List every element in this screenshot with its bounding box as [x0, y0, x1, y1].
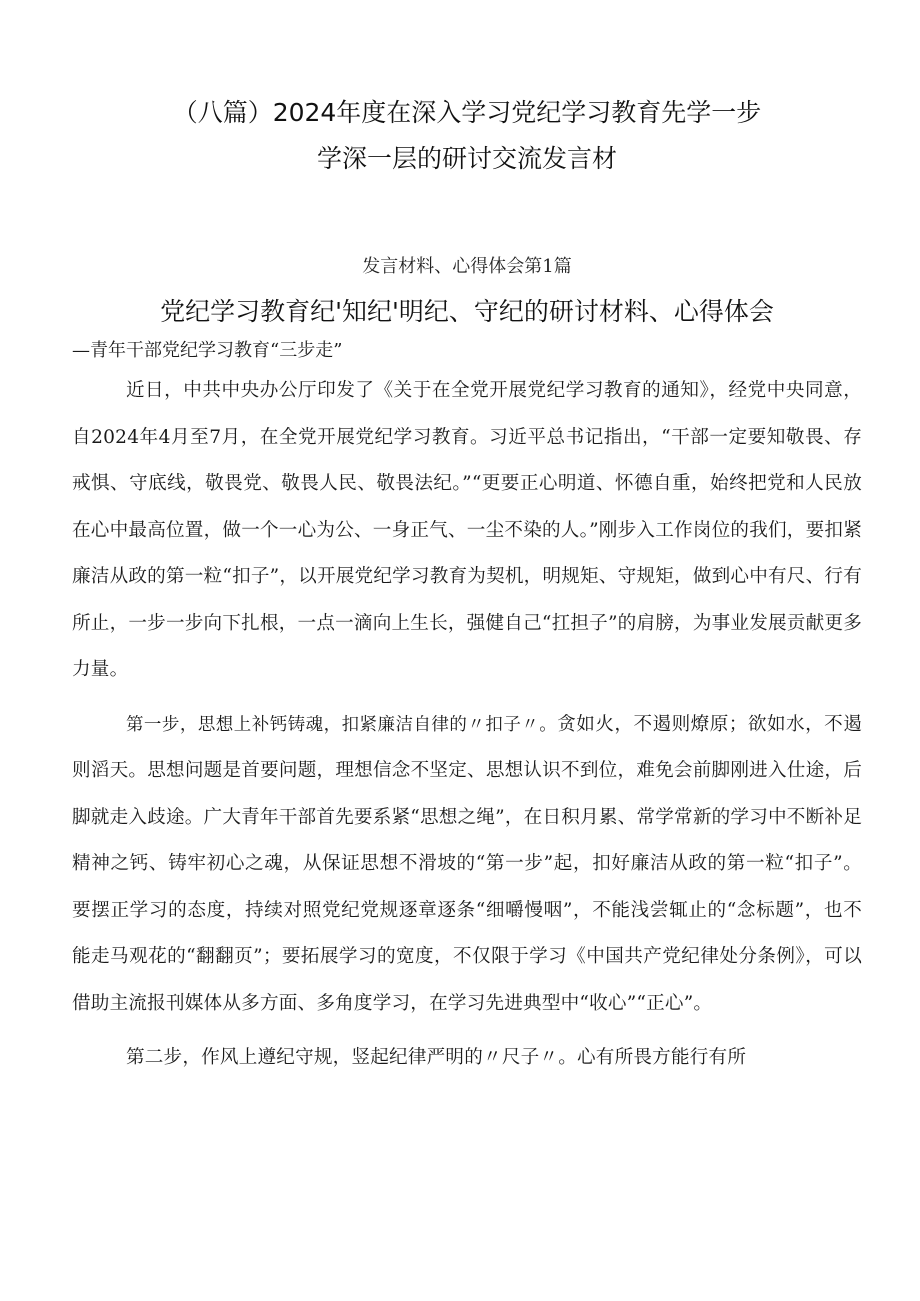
paragraph-step-one-lead: 第一步，思想上补钙铸魂，扣紧廉洁自律的〃扣子〃。	[125, 714, 558, 735]
section-title: 党纪学习教育纪'知纪'明纪、守纪的研讨材料、心得体会	[160, 297, 774, 326]
paragraph-step-two: 第二步，作风上遵纪守规，竖起纪律严明的〃尺子〃。心有所畏方能行有所	[125, 1047, 747, 1068]
document-title	[72, 0, 862, 182]
section-subtitle: —青年干部党纪学习教育“三步走”	[72, 340, 343, 361]
document-title-line-1: （八篇）2024年度在深入学习党纪学习教育先学一步	[172, 98, 762, 127]
paragraph-step-one	[72, 702, 862, 1028]
section-label: 发言材料、心得体会第1篇	[362, 256, 572, 277]
paragraph-step-one-body: 贪如火，不遏则燎原；欲如水，不遏则滔天。思想问题是首要问题，理想信念不坚定、思想认识不到位，难免会前脚刚进入仕途，后脚就走入歧途。广大青年干部首先要系紧“思想之绳”，在日积月累、常学常新的学习中不断补足精神之钙、铸牢初心之魂，从保证思想不滑坡的“第一步”起，扣好廉洁从政的第一粒“扣子”。要摆正学习的态度，持续对照党纪党规逐章逐条“细嚼慢咽”，不能浅尝辄止的“念标题”，也不能走马观花的“翻翻页”；要拓展学习的宽度，不仅限于学习《中国共产党纪律处分条例》，可以借助主流报刊媒体从多方面、多角度学习，在学习先进典型中“收心”“正心”。	[72, 713, 862, 1014]
paragraph-intro: 近日，中共中央办公厅印发了《关于在全党开展党纪学习教育的通知》，经党中央同意，自2024年4月至7月，在全党开展党纪学习教育。习近平总书记指出，“干部一定要知敬畏、存戒惧、守底线，敬畏党、敬畏人民、敬畏法纪。”“更要正心明道、怀德自重，始终把党和人民放在心中最高位置，做一个一心为公、一身正气、一尘不染的人。”刚步入工作岗位的我们，要扣紧廉洁从政的第一粒“扣子”，以开展党纪学习教育为契机，明规矩、守规矩，做到心中有尺、行有所止，一步一步向下扎根，一点一滴向上生长，强健自己“扛担子”的肩膀，为事业发展贡献更多力量。	[72, 380, 862, 680]
document-title-line-2: 学深一层的研讨交流发言材	[316, 144, 617, 173]
